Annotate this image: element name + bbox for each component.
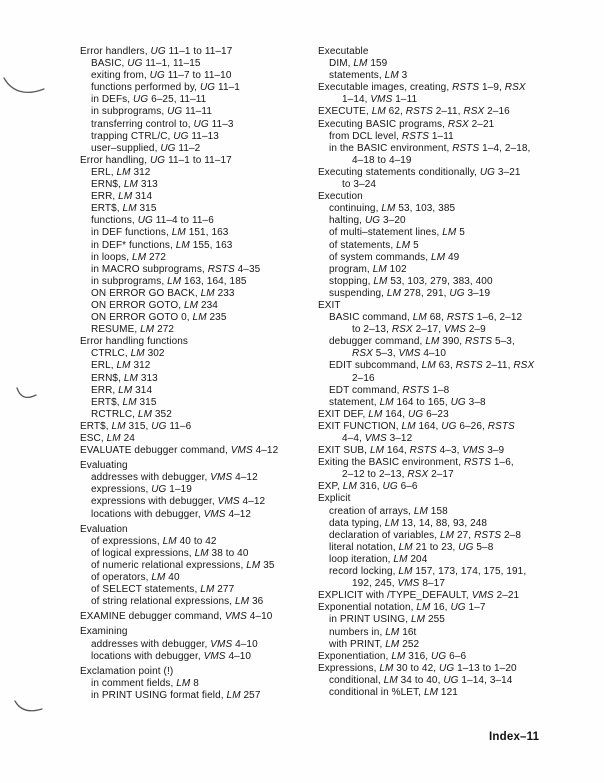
index-entry: to 3–24 <box>342 179 377 191</box>
index-entry: Evaluation <box>80 523 128 535</box>
index-entry: in loops, LM 272 <box>91 251 166 263</box>
index-entry: EXECUTE, LM 62, RSTS 2–11, RSX 2–16 <box>318 106 510 118</box>
index-entry: locations with debugger, VMS 4–10 <box>91 650 252 662</box>
index-entry: of numeric relational expressions, LM 35 <box>91 559 275 571</box>
index-entry: Expressions, LM 30 to 42, UG 1–13 to 1–20 <box>318 662 517 674</box>
index-entry: EXIT FUNCTION, LM 164, UG 6–26, RSTS <box>318 420 515 432</box>
index-entry: in subprograms, LM 163, 164, 185 <box>91 275 247 287</box>
index-entry: expressions, UG 1–19 <box>91 484 192 496</box>
index-entry: ON ERROR GOTO, LM 234 <box>91 299 218 311</box>
index-entry: 192, 245, VMS 8–17 <box>352 578 445 590</box>
index-entry: addresses with debugger, VMS 4–10 <box>91 638 258 650</box>
index-entry: data typing, LM 13, 14, 88, 93, 248 <box>329 517 488 529</box>
index-entry: transferring control to, UG 11–3 <box>91 118 234 130</box>
index-entry: record locking, LM 157, 173, 174, 175, 191, <box>329 566 527 578</box>
index-entry: of statements, LM 5 <box>329 239 419 251</box>
index-entry: Error handling functions <box>80 336 189 348</box>
index-entry: expressions with debugger, VMS 4–12 <box>91 496 266 508</box>
index-entry: stopping, LM 53, 103, 279, 383, 400 <box>329 275 493 287</box>
index-entry: RCTRLC, LM 352 <box>91 408 172 420</box>
index-entry: ERL, LM 312 <box>91 360 151 372</box>
index-entry: in DEF functions, LM 151, 163 <box>91 227 229 239</box>
page-number: Index–11 <box>489 731 540 743</box>
index-entry: functions, UG 11–4 to 11–6 <box>91 215 214 227</box>
index-entry: BASIC command, LM 68, RSTS 1–6, 2–12 <box>329 312 523 324</box>
index-entry: program, LM 102 <box>329 263 407 275</box>
index-entry: ERR, LM 314 <box>91 384 153 396</box>
index-entry: EXP, LM 316, UG 6–6 <box>318 481 418 493</box>
index-entry: 4–18 to 4–19 <box>352 154 412 166</box>
index-entry: BASIC, UG 11–1, 11–15 <box>91 58 201 70</box>
index-entry: EDIT subcommand, LM 63, RSTS 2–11, RSX <box>329 360 535 372</box>
index-entry: in MACRO subprograms, RSTS 4–35 <box>91 263 261 275</box>
index-entry: DIM, LM 159 <box>329 58 388 70</box>
index-entry: Exponential notation, LM 16, UG 1–7 <box>318 602 486 614</box>
index-entry: of string relational expressions, LM 36 <box>91 596 264 608</box>
index-entry: ERR, LM 314 <box>91 191 153 203</box>
index-entry: of multi–statement lines, LM 5 <box>329 227 465 239</box>
index-entry: to 2–13, RSX 2–17, VMS 2–9 <box>352 324 486 336</box>
index-entry: 1–14, VMS 1–11 <box>342 94 418 106</box>
index-entry: literal notation, LM 21 to 23, UG 5–8 <box>329 541 494 553</box>
page-curl-mark-bottom <box>13 698 45 716</box>
index-entry: conditional in %LET, LM 121 <box>329 686 458 698</box>
index-entry: in PRINT USING format field, LM 257 <box>91 689 261 701</box>
index-entry: Exiting the BASIC environment, RSTS 1–6, <box>318 457 514 469</box>
index-entry: declaration of variables, LM 27, RSTS 2–8 <box>329 529 522 541</box>
index-entry: loop iteration, LM 204 <box>329 553 428 565</box>
index-entry: EVALUATE debugger command, VMS 4–12 <box>80 445 279 457</box>
index-entry: user–supplied, UG 11–2 <box>91 142 201 154</box>
index-entry: halting, UG 3–20 <box>329 215 406 227</box>
index-column-right <box>318 46 588 699</box>
index-entry: numbers in, LM 16t <box>329 626 417 638</box>
index-entry: exiting from, UG 11–7 to 11–10 <box>91 70 232 82</box>
index-entry: Executable images, creating, RSTS 1–9, RSX <box>318 82 526 94</box>
index-entry: ON ERROR GOTO 0, LM 235 <box>91 312 227 324</box>
index-entry: 2–16 <box>352 372 375 384</box>
index-entry: of logical expressions, LM 38 to 40 <box>91 547 249 559</box>
index-entry: Execution <box>318 191 363 203</box>
index-entry: statement, LM 164 to 165, UG 3–8 <box>329 396 486 408</box>
index-entry: of expressions, LM 40 to 42 <box>91 535 217 547</box>
index-entry: in DEF* functions, LM 155, 163 <box>91 239 233 251</box>
index-entry: EXAMINE debugger command, VMS 4–10 <box>80 611 273 623</box>
index-entry: ON ERROR GO BACK, LM 233 <box>91 287 235 299</box>
index-entry: locations with debugger, VMS 4–12 <box>91 508 252 520</box>
index-entry: Executable <box>318 46 369 57</box>
index-entry: ERL, LM 312 <box>91 166 151 178</box>
index-entry: Executing statements conditionally, UG 3–21 <box>318 166 521 178</box>
index-entry: ERT$, LM 315, UG 11–6 <box>80 420 192 432</box>
index-entry: Exponentiation, LM 316, UG 6–6 <box>318 650 467 662</box>
index-entry: of system commands, LM 49 <box>329 251 460 263</box>
index-entry: in the BASIC environment, RSTS 1–4, 2–18, <box>329 142 531 154</box>
index-entry: in PRINT USING, LM 255 <box>329 614 445 626</box>
index-entry: in DEFs, UG 6–25, 11–11 <box>91 94 207 106</box>
page-curl-mark-middle <box>15 385 39 403</box>
index-entry: Evaluating <box>80 460 128 472</box>
index-entry: debugger command, LM 390, RSTS 5–3, <box>329 336 515 348</box>
index-entry: Exclamation point (!) <box>80 665 174 677</box>
index-entry: trapping CTRL/C, UG 11–13 <box>91 130 219 142</box>
index-entry: ERN$, LM 313 <box>91 372 158 384</box>
index-entry: CTRLC, LM 302 <box>91 348 165 360</box>
index-entry: Error handling, UG 11–1 to 11–17 <box>80 154 232 166</box>
index-entry: RESUME, LM 272 <box>91 324 175 336</box>
index-entry: Error handlers, UG 11–1 to 11–17 <box>80 46 233 57</box>
index-column-left <box>80 46 318 702</box>
index-entry: EDT command, RSTS 1–8 <box>329 384 450 396</box>
index-entry: ERN$, LM 313 <box>91 179 158 191</box>
index-entry: functions performed by, UG 11–1 <box>91 82 240 94</box>
index-entry: Examining <box>80 626 128 638</box>
index-entry: continuing, LM 53, 103, 385 <box>329 203 456 215</box>
index-entry: conditional, LM 34 to 40, UG 1–14, 3–14 <box>329 674 513 686</box>
index-entry: in subprograms, UG 11–11 <box>91 106 212 118</box>
index-entry: 4–4, VMS 3–12 <box>342 433 413 444</box>
index-entry: creation of arrays, LM 158 <box>329 505 448 517</box>
index-entry: statements, LM 3 <box>329 70 408 82</box>
index-entry: with PRINT, LM 252 <box>329 638 420 650</box>
page-curl-mark-top <box>2 76 46 100</box>
index-entry: 2–12 to 2–13, RSX 2–17 <box>342 469 454 481</box>
index-entry: EXPLICIT with /TYPE_DEFAULT, VMS 2–21 <box>318 590 520 602</box>
index-entry: EXIT DEF, LM 164, UG 6–23 <box>318 408 449 420</box>
index-entry: RSX 5–3, VMS 4–10 <box>352 348 447 360</box>
index-entry: of operators, LM 40 <box>91 572 180 584</box>
index-entry: in comment fields, LM 8 <box>91 677 199 689</box>
index-entry: EXIT <box>318 299 341 311</box>
index-entry: ERT$, LM 315 <box>91 396 157 408</box>
index-entry: Explicit <box>318 493 351 505</box>
index-entry: Executing BASIC programs, RSX 2–21 <box>318 118 495 130</box>
index-entry: suspending, LM 278, 291, UG 3–19 <box>329 287 491 299</box>
index-entry: ERT$, LM 315 <box>91 203 157 215</box>
index-entry: EXIT SUB, LM 164, RSTS 4–3, VMS 3–9 <box>318 445 505 457</box>
index-entry: of SELECT statements, LM 277 <box>91 584 235 596</box>
index-entry: ESC, LM 24 <box>80 433 135 444</box>
index-entry: addresses with debugger, VMS 4–12 <box>91 472 258 484</box>
index-entry: from DCL level, RSTS 1–11 <box>329 130 454 142</box>
